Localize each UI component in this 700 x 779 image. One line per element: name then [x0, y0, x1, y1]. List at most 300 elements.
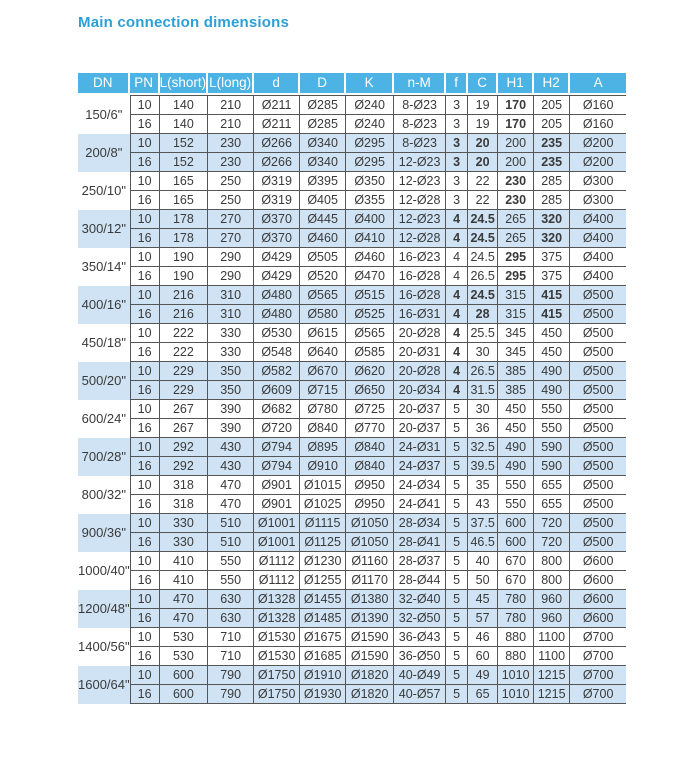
cell-h2: 205: [534, 95, 570, 115]
cell-h2: 285: [534, 191, 570, 210]
table-row: [78, 457, 626, 476]
page-title: Main connection dimensions: [78, 14, 290, 31]
cell-l-long: 290: [208, 267, 254, 286]
cell-k: Ø470: [346, 267, 394, 286]
cell-n-m: 28-Ø44: [394, 571, 446, 590]
cell-h1: 200: [498, 134, 534, 153]
cell-f: 5: [446, 590, 468, 609]
cell-pn: 16: [130, 305, 160, 324]
cell-c: 45: [468, 590, 498, 609]
cell-a: Ø400: [570, 210, 626, 229]
cell-d: Ø370: [254, 210, 300, 229]
cell-l-long: 270: [208, 210, 254, 229]
table-row: [78, 647, 626, 666]
cell-f: 5: [446, 552, 468, 571]
cell-f: 4: [446, 229, 468, 248]
cell-a: Ø500: [570, 514, 626, 533]
table-row: [78, 609, 626, 628]
cell-l-long: 210: [208, 115, 254, 134]
table-row: [78, 248, 626, 267]
cell-pn: 10: [130, 172, 160, 191]
cell-l-short: 152: [160, 153, 209, 172]
cell-k: Ø1160: [346, 552, 394, 571]
cell-f: 5: [446, 609, 468, 628]
cell-h1: 385: [498, 381, 534, 400]
cell-l-long: 330: [208, 343, 254, 362]
cell-d: Ø285: [300, 115, 346, 134]
cell-n-m: 28-Ø37: [394, 552, 446, 571]
cell-f: 4: [446, 305, 468, 324]
cell-a: Ø700: [570, 647, 626, 666]
cell-l-long: 230: [208, 153, 254, 172]
cell-d: Ø1530: [254, 647, 300, 666]
cell-pn: 16: [130, 343, 160, 362]
header-row: [78, 73, 626, 95]
cell-f: 5: [446, 476, 468, 495]
cell-k: Ø1170: [346, 571, 394, 590]
cell-c: 43: [468, 495, 498, 514]
cell-k: Ø1590: [346, 647, 394, 666]
dn-cell: 1200/48": [78, 590, 130, 628]
cell-k: Ø460: [346, 248, 394, 267]
cell-h2: 590: [534, 438, 570, 457]
cell-f: 3: [446, 115, 468, 134]
cell-f: 4: [446, 324, 468, 343]
cell-a: Ø500: [570, 457, 626, 476]
cell-pn: 16: [130, 647, 160, 666]
cell-h2: 720: [534, 533, 570, 552]
cell-h1: 780: [498, 609, 534, 628]
cell-d: Ø1910: [300, 666, 346, 685]
cell-d: Ø266: [254, 153, 300, 172]
cell-k: Ø565: [346, 324, 394, 343]
cell-d: Ø266: [254, 134, 300, 153]
cell-a: Ø400: [570, 229, 626, 248]
column-header-dn: DN: [78, 73, 130, 95]
cell-pn: 10: [130, 552, 160, 571]
table-row: [78, 229, 626, 248]
cell-d: Ø910: [300, 457, 346, 476]
cell-a: Ø500: [570, 381, 626, 400]
cell-a: Ø700: [570, 628, 626, 647]
cell-pn: 10: [130, 666, 160, 685]
table-row: [78, 514, 626, 533]
cell-h2: 450: [534, 324, 570, 343]
cell-h1: 315: [498, 305, 534, 324]
cell-c: 40: [468, 552, 498, 571]
table-row: [78, 286, 626, 305]
cell-h2: 590: [534, 457, 570, 476]
cell-n-m: 24-Ø31: [394, 438, 446, 457]
cell-c: 46.5: [468, 533, 498, 552]
cell-a: Ø300: [570, 172, 626, 191]
cell-h1: 200: [498, 153, 534, 172]
cell-h2: 375: [534, 267, 570, 286]
cell-d: Ø1255: [300, 571, 346, 590]
cell-h1: 600: [498, 533, 534, 552]
cell-d: Ø715: [300, 381, 346, 400]
cell-k: Ø620: [346, 362, 394, 381]
cell-l-long: 310: [208, 305, 254, 324]
cell-pn: 10: [130, 286, 160, 305]
cell-c: 24.5: [468, 248, 498, 267]
cell-c: 31.5: [468, 381, 498, 400]
cell-d: Ø520: [300, 267, 346, 286]
cell-pn: 16: [130, 457, 160, 476]
cell-pn: 16: [130, 267, 160, 286]
cell-d: Ø211: [254, 95, 300, 115]
cell-pn: 16: [130, 229, 160, 248]
cell-l-short: 165: [160, 172, 209, 191]
dn-cell: 450/18": [78, 324, 130, 362]
cell-h1: 385: [498, 362, 534, 381]
cell-h1: 1010: [498, 685, 534, 704]
cell-l-short: 318: [160, 495, 209, 514]
cell-h1: 345: [498, 324, 534, 343]
cell-l-long: 710: [208, 628, 254, 647]
cell-k: Ø400: [346, 210, 394, 229]
cell-l-short: 267: [160, 400, 209, 419]
cell-a: Ø500: [570, 305, 626, 324]
column-header-n-m: n-M: [394, 73, 446, 95]
cell-n-m: 16-Ø23: [394, 248, 446, 267]
cell-d: Ø794: [254, 457, 300, 476]
cell-f: 5: [446, 533, 468, 552]
cell-l-long: 550: [208, 552, 254, 571]
cell-d: Ø901: [254, 476, 300, 495]
cell-pn: 16: [130, 685, 160, 704]
cell-a: Ø500: [570, 362, 626, 381]
cell-n-m: 8-Ø23: [394, 95, 446, 115]
cell-f: 5: [446, 495, 468, 514]
cell-h1: 265: [498, 229, 534, 248]
cell-k: Ø950: [346, 476, 394, 495]
cell-d: Ø340: [300, 153, 346, 172]
cell-d: Ø1125: [300, 533, 346, 552]
cell-d: Ø1750: [254, 685, 300, 704]
cell-c: 24.5: [468, 286, 498, 305]
cell-a: Ø500: [570, 286, 626, 305]
cell-k: Ø515: [346, 286, 394, 305]
cell-l-short: 222: [160, 324, 209, 343]
table-row: [78, 666, 626, 685]
cell-h1: 670: [498, 552, 534, 571]
cell-n-m: 24-Ø34: [394, 476, 446, 495]
cell-f: 4: [446, 210, 468, 229]
cell-d: Ø340: [300, 134, 346, 153]
column-header-l-long: L(long): [208, 73, 254, 95]
table-row: [78, 343, 626, 362]
table-row: [78, 134, 626, 153]
cell-d: Ø609: [254, 381, 300, 400]
cell-l-short: 292: [160, 457, 209, 476]
cell-d: Ø395: [300, 172, 346, 191]
dn-cell: 150/6": [78, 95, 130, 134]
cell-c: 57: [468, 609, 498, 628]
cell-d: Ø1001: [254, 533, 300, 552]
dn-cell: 500/20": [78, 362, 130, 400]
cell-n-m: 40-Ø49: [394, 666, 446, 685]
dn-cell: 350/14": [78, 248, 130, 286]
cell-l-long: 310: [208, 286, 254, 305]
cell-l-short: 292: [160, 438, 209, 457]
cell-a: Ø500: [570, 438, 626, 457]
cell-pn: 10: [130, 628, 160, 647]
cell-h2: 960: [534, 609, 570, 628]
cell-c: 24.5: [468, 229, 498, 248]
cell-a: Ø500: [570, 343, 626, 362]
cell-h1: 780: [498, 590, 534, 609]
cell-d: Ø319: [254, 191, 300, 210]
cell-k: Ø1390: [346, 609, 394, 628]
cell-l-short: 140: [160, 115, 209, 134]
table-row: [78, 590, 626, 609]
cell-a: Ø500: [570, 419, 626, 438]
dn-cell: 300/12": [78, 210, 130, 248]
cell-l-long: 710: [208, 647, 254, 666]
cell-h1: 315: [498, 286, 534, 305]
cell-k: Ø950: [346, 495, 394, 514]
cell-d: Ø1328: [254, 590, 300, 609]
cell-pn: 10: [130, 590, 160, 609]
cell-h1: 230: [498, 172, 534, 191]
table-row: [78, 305, 626, 324]
cell-d: Ø1328: [254, 609, 300, 628]
table-row: [78, 533, 626, 552]
cell-f: 5: [446, 571, 468, 590]
cell-f: 5: [446, 647, 468, 666]
cell-pn: 16: [130, 115, 160, 134]
cell-d: Ø1112: [254, 571, 300, 590]
cell-l-short: 530: [160, 628, 209, 647]
cell-d: Ø640: [300, 343, 346, 362]
cell-d: Ø615: [300, 324, 346, 343]
table-row: [78, 400, 626, 419]
cell-c: 25.5: [468, 324, 498, 343]
cell-a: Ø700: [570, 685, 626, 704]
cell-d: Ø565: [300, 286, 346, 305]
cell-pn: 10: [130, 210, 160, 229]
cell-c: 19: [468, 95, 498, 115]
cell-k: Ø295: [346, 153, 394, 172]
cell-d: Ø582: [254, 362, 300, 381]
cell-h2: 550: [534, 419, 570, 438]
cell-pn: 10: [130, 476, 160, 495]
cell-l-short: 318: [160, 476, 209, 495]
cell-n-m: 32-Ø50: [394, 609, 446, 628]
cell-c: 37.5: [468, 514, 498, 533]
cell-n-m: 12-Ø23: [394, 210, 446, 229]
cell-d: Ø1112: [254, 552, 300, 571]
table-row: [78, 95, 626, 115]
cell-h1: 230: [498, 191, 534, 210]
cell-k: Ø1380: [346, 590, 394, 609]
cell-f: 5: [446, 514, 468, 533]
cell-k: Ø1050: [346, 514, 394, 533]
cell-h2: 550: [534, 400, 570, 419]
cell-h2: 1215: [534, 685, 570, 704]
cell-c: 30: [468, 343, 498, 362]
cell-l-short: 410: [160, 571, 209, 590]
cell-h2: 800: [534, 552, 570, 571]
cell-d: Ø285: [300, 95, 346, 115]
cell-d: Ø682: [254, 400, 300, 419]
cell-c: 65: [468, 685, 498, 704]
cell-pn: 16: [130, 153, 160, 172]
cell-f: 5: [446, 628, 468, 647]
cell-a: Ø500: [570, 495, 626, 514]
cell-d: Ø480: [254, 305, 300, 324]
cell-l-long: 270: [208, 229, 254, 248]
cell-pn: 10: [130, 324, 160, 343]
cell-l-long: 790: [208, 666, 254, 685]
cell-h1: 880: [498, 647, 534, 666]
cell-k: Ø355: [346, 191, 394, 210]
cell-l-long: 550: [208, 571, 254, 590]
cell-d: Ø895: [300, 438, 346, 457]
table-row: [78, 571, 626, 590]
cell-pn: 16: [130, 571, 160, 590]
cell-pn: 16: [130, 495, 160, 514]
cell-a: Ø500: [570, 400, 626, 419]
cell-h2: 235: [534, 153, 570, 172]
cell-k: Ø770: [346, 419, 394, 438]
cell-a: Ø500: [570, 324, 626, 343]
dn-cell: 1000/40": [78, 552, 130, 590]
dn-cell: 1600/64": [78, 666, 130, 704]
cell-pn: 16: [130, 381, 160, 400]
cell-d: Ø429: [254, 248, 300, 267]
cell-f: 5: [446, 419, 468, 438]
cell-d: Ø1750: [254, 666, 300, 685]
cell-l-long: 290: [208, 248, 254, 267]
cell-c: 36: [468, 419, 498, 438]
cell-c: 46: [468, 628, 498, 647]
cell-f: 4: [446, 286, 468, 305]
cell-l-long: 350: [208, 381, 254, 400]
cell-l-long: 250: [208, 172, 254, 191]
cell-d: Ø720: [254, 419, 300, 438]
cell-a: Ø200: [570, 134, 626, 153]
dn-cell: 200/8": [78, 134, 130, 172]
cell-f: 5: [446, 685, 468, 704]
cell-l-long: 630: [208, 590, 254, 609]
cell-l-short: 229: [160, 381, 209, 400]
table-row: [78, 153, 626, 172]
cell-l-long: 470: [208, 495, 254, 514]
cell-h2: 1100: [534, 628, 570, 647]
cell-h2: 490: [534, 362, 570, 381]
table-row: [78, 628, 626, 647]
cell-c: 49: [468, 666, 498, 685]
cell-c: 50: [468, 571, 498, 590]
cell-pn: 16: [130, 419, 160, 438]
cell-l-short: 267: [160, 419, 209, 438]
cell-l-short: 470: [160, 609, 209, 628]
cell-l-long: 790: [208, 685, 254, 704]
cell-c: 60: [468, 647, 498, 666]
cell-d: Ø1685: [300, 647, 346, 666]
cell-n-m: 12-Ø23: [394, 172, 446, 191]
cell-l-long: 330: [208, 324, 254, 343]
cell-pn: 10: [130, 248, 160, 267]
cell-n-m: 12-Ø23: [394, 153, 446, 172]
cell-a: Ø500: [570, 476, 626, 495]
cell-d: Ø1530: [254, 628, 300, 647]
cell-h1: 345: [498, 343, 534, 362]
cell-c: 26.5: [468, 362, 498, 381]
cell-l-long: 630: [208, 609, 254, 628]
dimensions-table: [78, 73, 626, 704]
cell-h2: 285: [534, 172, 570, 191]
cell-h2: 415: [534, 286, 570, 305]
cell-d: Ø429: [254, 267, 300, 286]
cell-a: Ø700: [570, 666, 626, 685]
cell-h1: 880: [498, 628, 534, 647]
table-row: [78, 324, 626, 343]
cell-k: Ø240: [346, 95, 394, 115]
cell-h2: 235: [534, 134, 570, 153]
cell-f: 3: [446, 95, 468, 115]
dn-cell: 800/32": [78, 476, 130, 514]
cell-k: Ø725: [346, 400, 394, 419]
cell-h2: 450: [534, 343, 570, 362]
column-header-k: K: [346, 73, 394, 95]
cell-d: Ø370: [254, 229, 300, 248]
cell-c: 30: [468, 400, 498, 419]
cell-n-m: 20-Ø31: [394, 343, 446, 362]
cell-h2: 320: [534, 210, 570, 229]
cell-f: 5: [446, 400, 468, 419]
cell-l-short: 410: [160, 552, 209, 571]
cell-a: Ø300: [570, 191, 626, 210]
cell-a: Ø200: [570, 153, 626, 172]
table-row: [78, 381, 626, 400]
cell-l-short: 330: [160, 533, 209, 552]
cell-d: Ø548: [254, 343, 300, 362]
column-header-d: D: [300, 73, 346, 95]
cell-f: 3: [446, 172, 468, 191]
cell-k: Ø650: [346, 381, 394, 400]
cell-d: Ø901: [254, 495, 300, 514]
column-header-pn: PN: [130, 73, 160, 95]
column-header-h2: H2: [534, 73, 570, 95]
cell-l-short: 229: [160, 362, 209, 381]
table-row: [78, 495, 626, 514]
cell-n-m: 28-Ø41: [394, 533, 446, 552]
cell-a: Ø600: [570, 571, 626, 590]
table-row: [78, 552, 626, 571]
cell-pn: 10: [130, 134, 160, 153]
cell-c: 20: [468, 153, 498, 172]
column-header-a: A: [570, 73, 626, 95]
cell-k: Ø410: [346, 229, 394, 248]
cell-d: Ø1015: [300, 476, 346, 495]
cell-d: Ø794: [254, 438, 300, 457]
dn-cell: 1400/56": [78, 628, 130, 666]
cell-h1: 170: [498, 95, 534, 115]
cell-l-short: 190: [160, 267, 209, 286]
cell-l-short: 190: [160, 248, 209, 267]
cell-l-short: 152: [160, 134, 209, 153]
cell-h1: 490: [498, 438, 534, 457]
cell-h2: 960: [534, 590, 570, 609]
cell-k: Ø240: [346, 115, 394, 134]
cell-l-long: 430: [208, 457, 254, 476]
cell-d: Ø530: [254, 324, 300, 343]
cell-pn: 16: [130, 191, 160, 210]
cell-pn: 16: [130, 533, 160, 552]
